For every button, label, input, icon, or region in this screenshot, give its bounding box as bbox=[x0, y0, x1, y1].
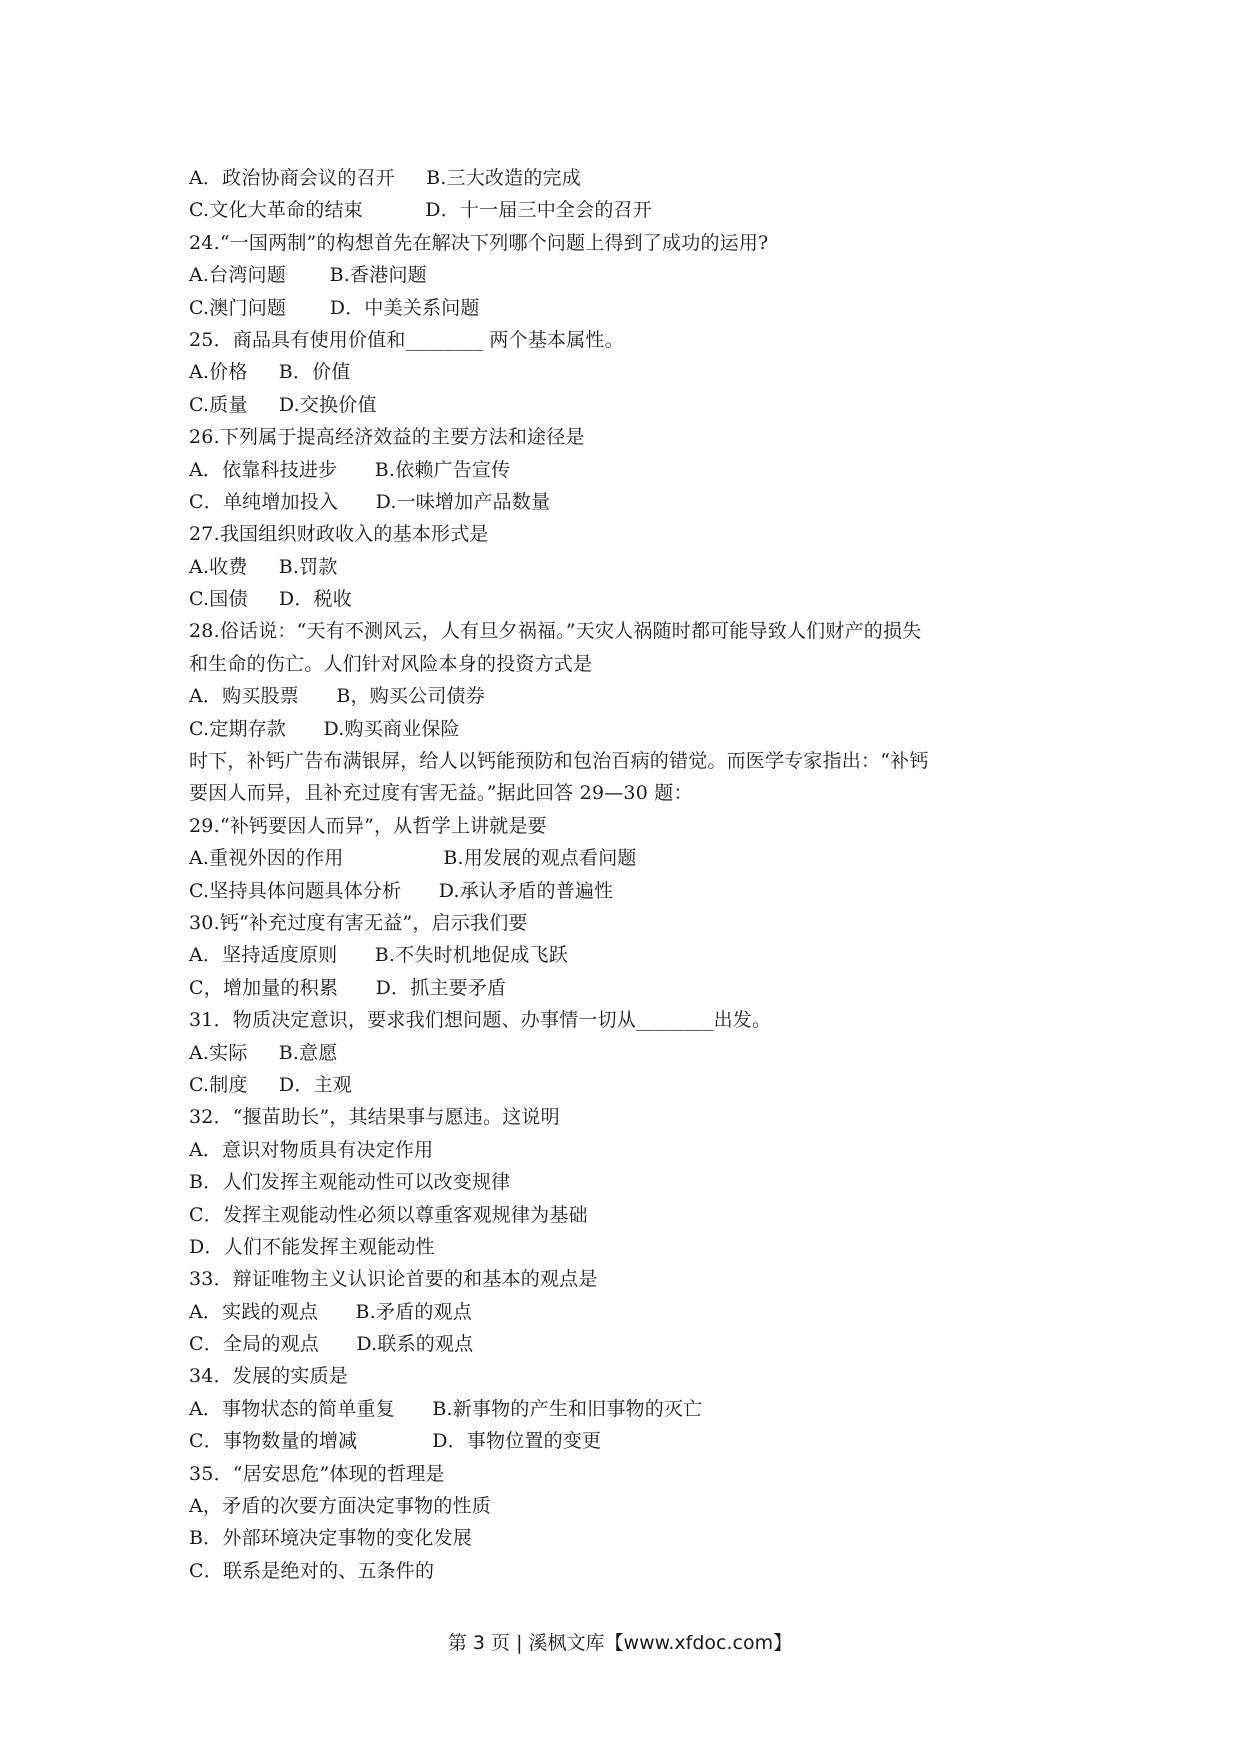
text-line: A．事物状态的简单重复 B.新事物的产生和旧事物的灭亡 bbox=[189, 1397, 703, 1420]
text-line: 33．辩证唯物主义认识论首要的和基本的观点是 bbox=[189, 1268, 598, 1291]
page-footer: 第 3 页 | 溪枫文库【www.xfdoc.com】 bbox=[447, 1632, 793, 1654]
text-line: 30.钙“补充过度有害无益”，启示我们要 bbox=[189, 911, 528, 934]
text-line: A．政治协商会议的召开 B.三大改造的完成 bbox=[189, 167, 581, 189]
text-line: 34．发展的实质是 bbox=[189, 1365, 348, 1388]
text-line: A．坚持适度原则 B.不失时机地促成飞跃 bbox=[189, 944, 568, 967]
text-line: C.定期存款 D.购买商业保险 bbox=[189, 717, 460, 740]
text-line: 28.俗话说：“天有不测风云，人有旦夕祸福。”天灾人祸随时都可能导致人们财产的损失 bbox=[189, 620, 922, 643]
text-line: C．事物数量的增减 D．事物位置的变更 bbox=[189, 1430, 602, 1453]
text-line: C．全局的观点 D.联系的观点 bbox=[189, 1333, 474, 1356]
text-line: A.重视外因的作用 B.用发展的观点看问题 bbox=[189, 847, 637, 870]
text-line: 27.我国组织财政收入的基本形式是 bbox=[189, 523, 489, 546]
text-line: 29.“补钙要因人而异”，从哲学上讲就是要 bbox=[189, 814, 547, 837]
text-line: A，矛盾的次要方面决定事物的性质 bbox=[189, 1495, 491, 1518]
text-line: 35．“居安思危”体现的哲理是 bbox=[189, 1462, 445, 1485]
text-line: B．人们发挥主观能动性可以改变规律 bbox=[189, 1171, 511, 1194]
text-line: A．实践的观点 B.矛盾的观点 bbox=[189, 1300, 472, 1323]
text-line: 25．商品具有使用价值和________ 两个基本属性。 bbox=[189, 328, 624, 351]
text-line: B．外部环境决定事物的变化发展 bbox=[189, 1527, 472, 1550]
text-line: 时下，补钙广告布满银屏，给人以钙能预防和包治百病的错觉。而医学专家指出：“补钙 bbox=[189, 750, 929, 773]
text-line: C.澳门问题 D．中美关系问题 bbox=[189, 296, 480, 319]
text-line: A.台湾问题 B.香港问题 bbox=[189, 264, 427, 287]
text-line: A．购买股票 B，购买公司债券 bbox=[189, 685, 485, 708]
text-line: C，增加量的积累 D．抓主要矛盾 bbox=[189, 976, 507, 999]
text-line: C.坚持具体问题具体分析 D.承认矛盾的普遍性 bbox=[189, 879, 614, 902]
text-line: 31．物质决定意识，要求我们想问题、办事情一切从________出发。 bbox=[189, 1009, 772, 1032]
text-line: 24.“一国两制”的构想首先在解决下列哪个问题上得到了成功的运用? bbox=[189, 231, 769, 254]
text-line: C．联系是绝对的、五条件的 bbox=[189, 1559, 435, 1582]
text-line: C.制度 D．主观 bbox=[189, 1073, 352, 1096]
text-line: 26.下列属于提高经济效益的主要方法和途径是 bbox=[189, 426, 585, 449]
text-line: C．发挥主观能动性必须以尊重客观规律为基础 bbox=[189, 1203, 588, 1226]
text-line: D．人们不能发挥主观能动性 bbox=[189, 1235, 435, 1258]
text-line: A．意识对物质具有决定作用 bbox=[189, 1138, 434, 1161]
text-line: 要因人而异，且补充过度有害无益。”据此回答 29—30 题： bbox=[189, 782, 693, 805]
document-body bbox=[189, 162, 1069, 1587]
text-line: C.质量 D.交换价值 bbox=[189, 393, 377, 416]
text-line: C.国债 D．税收 bbox=[189, 588, 352, 611]
text-line: C.文化大革命的结束 D．十一届三中全会的召开 bbox=[189, 199, 652, 222]
text-line: 32．“揠苗助长”，其结果事与愿违。这说明 bbox=[189, 1106, 560, 1129]
text-line: A．依靠科技进步 B.依赖广告宣传 bbox=[189, 458, 511, 481]
text-line: C．单纯增加投入 D.一味增加产品数量 bbox=[189, 490, 551, 513]
text-line: A.收费 B.罚款 bbox=[189, 555, 338, 578]
text-line: 和生命的伤亡。人们针对风险本身的投资方式是 bbox=[189, 652, 593, 675]
text-line: A.实际 B.意愿 bbox=[189, 1041, 338, 1064]
text-line: A.价格 B．价值 bbox=[189, 361, 351, 384]
